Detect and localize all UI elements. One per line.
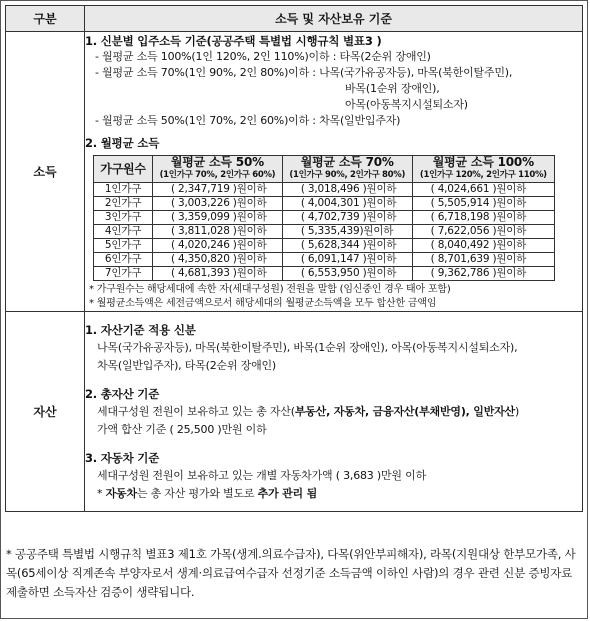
header-row [6,6,583,32]
cell: ( 4,681,393 )원이하 [153,267,283,281]
income-section1-title: 1. 신분별 입주소득 기준(공공주택 특별법 시행규칙 별표3 ) [85,34,382,48]
income-label: 소득 [6,32,85,312]
income-line: 바목(1순위 장애인), [345,82,440,95]
asset-section2-title: 2. 총자산 기준 [85,387,160,401]
cell: ( 8,701,639 )원이하 [412,253,554,267]
asset-line: 나목(국가유공자등), 마목(북한이탈주민), 바목(1순위 장애인), 아목(아동복지시설퇴소자), [97,341,518,354]
asset-line: 세대구성원 전원이 보유하고 있는 개별 자동차가액 ( 3,683 )만원 이하 [97,469,426,482]
asset-line: 차목(일반입주자), 타목(2순위 장애인) [97,359,277,372]
asset-section3-title: 3. 자동차 기준 [85,451,160,465]
income-note: * 월평균소득액은 세전금액으로서 해당세대의 월평균소득액을 모두 합산한 금액임 [89,298,437,309]
table-row [94,197,555,211]
table-row [94,211,555,225]
row-label: 4인가구 [94,225,153,239]
table-row [94,253,555,267]
cell: ( 4,350,820 )원이하 [153,253,283,267]
header-category: 구분 [6,6,85,32]
cell: ( 4,024,661 )원이하 [412,183,554,197]
col-income-50: 월평균 소득 50% (1인가구 70%, 2인가구 60%) [153,156,283,183]
cell: ( 7,622,056 )원이하 [412,225,554,239]
col-household-size: 가구원수 [94,156,153,183]
table-row [94,267,555,281]
asset-label: 자산 [6,312,85,512]
asset-line: * 자동차는 총 자산 평가와 별도로 추가 관리 됨 [97,487,318,500]
table-row [94,225,555,239]
cell: ( 4,020,246 )원이하 [153,239,283,253]
table-row [94,239,555,253]
income-line: - 월평균 소득 70%(1인 90%, 2인 80%)이하 : 나목(국가유공자등), 마목(북한이탈주민), [95,66,513,79]
asset-section1-title: 1. 자산기준 적용 신분 [85,323,196,337]
cell: ( 3,003,226 )원이하 [153,197,283,211]
income-note: * 가구원수는 해당세대에 속한 자(세대구성원) 전원을 말함 (임신중인 경우 태아 포함) [89,284,451,295]
header-content: 소득 및 자산보유 기준 [85,6,583,32]
asset-line: 세대구성원 전원이 보유하고 있는 총 자산(부동산, 자동차, 금융자산(부채반영), 일반자산) [97,405,520,418]
income-line: - 월평균 소득 50%(1인 70%, 2인 60%)이하 : 차목(일반입주자) [95,114,401,127]
income-row [6,32,583,312]
asset-content [85,312,583,512]
income-line: - 월평균 소득 100%(1인 120%, 2인 110%)이하 : 타목(2순위 장애인) [95,50,431,63]
cell: ( 6,553,950 )원이하 [282,267,412,281]
row-label: 2인가구 [94,197,153,211]
cell: ( 5,628,344 )원이하 [282,239,412,253]
cell: ( 5,335,439)원이하 [282,225,412,239]
row-label: 3인가구 [94,211,153,225]
income-line: 아목(아동복지시설퇴소자) [345,98,468,111]
cell: ( 2,347,719 )원이하 [153,183,283,197]
income-table [93,155,555,281]
asset-line: 가액 합산 기준 ( 25,500 )만원 이하 [97,423,267,436]
cell: ( 4,702,739 )원이하 [282,211,412,225]
col-income-70: 월평균 소득 70% (1인가구 90%, 2인가구 80%) [282,156,412,183]
cell: ( 8,040,492 )원이하 [412,239,554,253]
income-content [85,32,583,312]
cell: ( 4,004,301 )원이하 [282,197,412,211]
row-label: 7인가구 [94,267,153,281]
cell: ( 3,359,099 )원이하 [153,211,283,225]
col-income-100: 월평균 소득 100% (1인가구 120%, 2인가구 110%) [412,156,554,183]
cell: ( 3,811,028 )원이하 [153,225,283,239]
row-label: 5인가구 [94,239,153,253]
cell: ( 3,018,496 )원이하 [282,183,412,197]
cell: ( 9,362,786 )원이하 [412,267,554,281]
row-label: 1인가구 [94,183,153,197]
asset-row [6,312,583,512]
cell: ( 5,505,914 )원이하 [412,197,554,211]
income-section2-title: 2. 월평균 소득 [85,136,160,150]
table-row [94,183,555,197]
criteria-table [5,5,583,512]
cell: ( 6,718,198 )원이하 [412,211,554,225]
row-label: 6인가구 [94,253,153,267]
cell: ( 6,091,147 )원이하 [282,253,412,267]
footnote: * 공공주택 특별법 시행규칙 별표3 제1호 가목(생계.의료수급자), 다목(위안부피해자), 라목(지원대상 한부모가족, 사목(65세이상 직계존속 부양자로서 생계·의료급여수급자 선정기준 소득금액 이하인 사람)의 경우 관련 신분 증빙자료 제출하면 소득자산 검증이 생략됩니다. [6,547,576,599]
